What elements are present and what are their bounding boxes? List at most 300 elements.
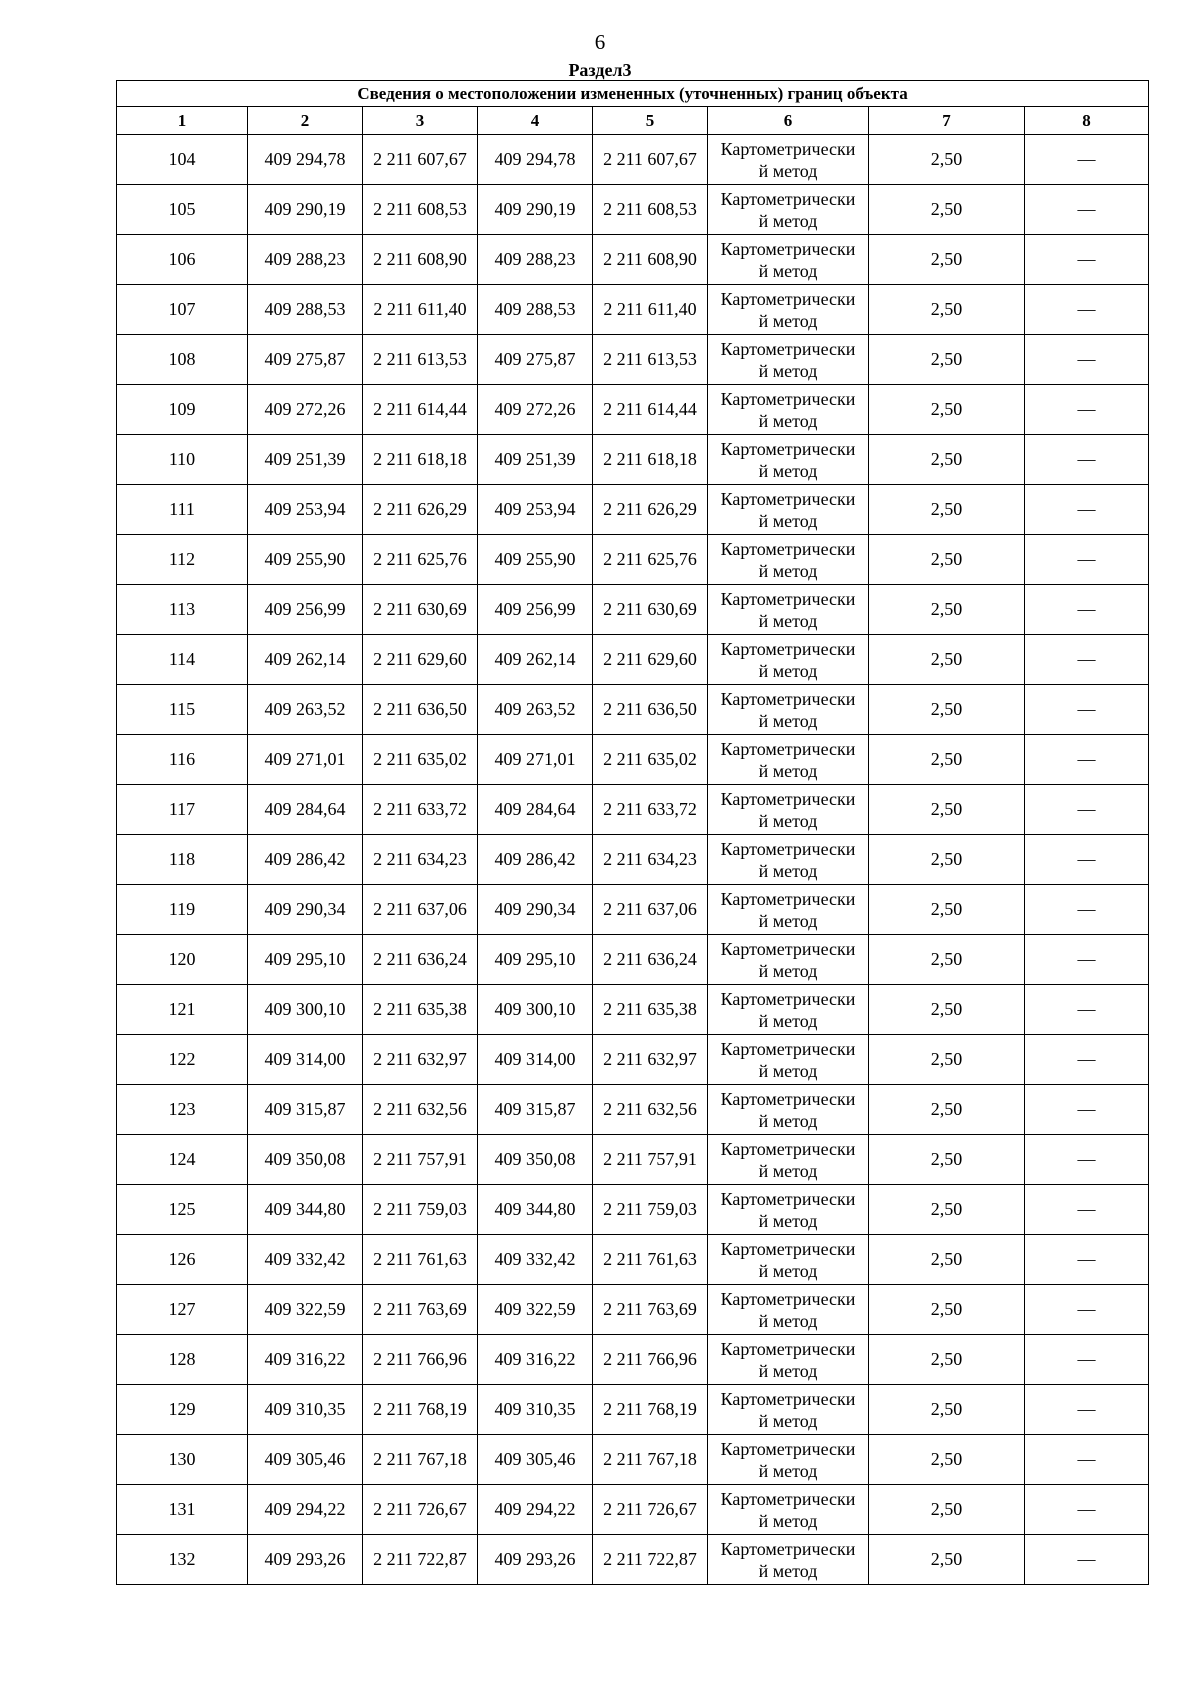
method-text: й метод <box>758 360 818 381</box>
method-cell <box>708 1085 869 1135</box>
table-row <box>117 1335 1149 1385</box>
y-old-cell: 2 211 766,96 <box>363 1335 478 1385</box>
column-header: 7 <box>869 107 1025 135</box>
method-text: й метод <box>758 160 818 181</box>
n-cell: 118 <box>117 835 248 885</box>
x-new-cell: 409 300,10 <box>478 985 593 1035</box>
precision-cell: 2,50 <box>869 935 1025 985</box>
method-text: й метод <box>758 560 818 581</box>
table-row <box>117 135 1149 185</box>
y-old-cell: 2 211 626,29 <box>363 485 478 535</box>
y-old-cell: 2 211 614,44 <box>363 385 478 435</box>
n-cell: 111 <box>117 485 248 535</box>
precision-cell: 2,50 <box>869 1085 1025 1135</box>
n-cell: 124 <box>117 1135 248 1185</box>
method-cell <box>708 285 869 335</box>
method-text: Картометрически <box>720 388 856 409</box>
x-old-cell: 409 288,23 <box>248 235 363 285</box>
column-numbers-row <box>117 107 1149 135</box>
y-new-cell: 2 211 607,67 <box>593 135 708 185</box>
precision-cell: 2,50 <box>869 285 1025 335</box>
table-row <box>117 585 1149 635</box>
method-text: Картометрически <box>720 438 856 459</box>
x-new-cell: 409 262,14 <box>478 635 593 685</box>
precision-cell: 2,50 <box>869 1235 1025 1285</box>
method-cell <box>708 1185 869 1235</box>
note-cell: — <box>1025 235 1149 285</box>
method-text: Картометрически <box>720 638 856 659</box>
method-cell <box>708 1435 869 1485</box>
method-text: Картометрически <box>720 338 856 359</box>
precision-cell: 2,50 <box>869 835 1025 885</box>
table-row <box>117 885 1149 935</box>
method-text: Картометрически <box>720 538 856 559</box>
table-row <box>117 1435 1149 1485</box>
x-new-cell: 409 253,94 <box>478 485 593 535</box>
x-new-cell: 409 288,53 <box>478 285 593 335</box>
y-old-cell: 2 211 768,19 <box>363 1385 478 1435</box>
table-row <box>117 835 1149 885</box>
x-new-cell: 409 310,35 <box>478 1385 593 1435</box>
y-new-cell: 2 211 635,38 <box>593 985 708 1035</box>
x-new-cell: 409 315,87 <box>478 1085 593 1135</box>
n-cell: 106 <box>117 235 248 285</box>
y-old-cell: 2 211 722,87 <box>363 1535 478 1585</box>
n-cell: 117 <box>117 785 248 835</box>
note-cell: — <box>1025 935 1149 985</box>
method-text: Картометрически <box>720 1138 856 1159</box>
method-text: й метод <box>758 1210 818 1231</box>
precision-cell: 2,50 <box>869 235 1025 285</box>
x-new-cell: 409 350,08 <box>478 1135 593 1185</box>
y-new-cell: 2 211 767,18 <box>593 1435 708 1485</box>
precision-cell: 2,50 <box>869 585 1025 635</box>
note-cell: — <box>1025 685 1149 735</box>
method-cell <box>708 835 869 885</box>
x-old-cell: 409 284,64 <box>248 785 363 835</box>
n-cell: 119 <box>117 885 248 935</box>
n-cell: 123 <box>117 1085 248 1135</box>
y-new-cell: 2 211 633,72 <box>593 785 708 835</box>
y-old-cell: 2 211 726,67 <box>363 1485 478 1535</box>
method-text: й метод <box>758 1360 818 1381</box>
precision-cell: 2,50 <box>869 135 1025 185</box>
precision-cell: 2,50 <box>869 1185 1025 1235</box>
method-text: й метод <box>758 1460 818 1481</box>
x-old-cell: 409 253,94 <box>248 485 363 535</box>
precision-cell: 2,50 <box>869 385 1025 435</box>
x-new-cell: 409 275,87 <box>478 335 593 385</box>
y-old-cell: 2 211 636,24 <box>363 935 478 985</box>
note-cell: — <box>1025 385 1149 435</box>
x-new-cell: 409 290,19 <box>478 185 593 235</box>
n-cell: 115 <box>117 685 248 735</box>
precision-cell: 2,50 <box>869 1285 1025 1335</box>
x-old-cell: 409 294,22 <box>248 1485 363 1535</box>
x-old-cell: 409 256,99 <box>248 585 363 635</box>
method-text: Картометрически <box>720 138 856 159</box>
x-new-cell: 409 295,10 <box>478 935 593 985</box>
method-cell <box>708 385 869 435</box>
note-cell: — <box>1025 1135 1149 1185</box>
note-cell: — <box>1025 485 1149 535</box>
column-header: 2 <box>248 107 363 135</box>
method-cell <box>708 335 869 385</box>
x-new-cell: 409 256,99 <box>478 585 593 635</box>
method-text: й метод <box>758 1560 818 1581</box>
x-old-cell: 409 293,26 <box>248 1535 363 1585</box>
x-old-cell: 409 316,22 <box>248 1335 363 1385</box>
method-text: й метод <box>758 960 818 981</box>
y-new-cell: 2 211 763,69 <box>593 1285 708 1335</box>
method-text: Картометрически <box>720 238 856 259</box>
column-header: 1 <box>117 107 248 135</box>
y-new-cell: 2 211 766,96 <box>593 1335 708 1385</box>
table-row <box>117 1485 1149 1535</box>
method-cell <box>708 1135 869 1185</box>
precision-cell: 2,50 <box>869 335 1025 385</box>
y-new-cell: 2 211 618,18 <box>593 435 708 485</box>
x-new-cell: 409 314,00 <box>478 1035 593 1085</box>
precision-cell: 2,50 <box>869 535 1025 585</box>
method-text: й метод <box>758 1260 818 1281</box>
y-new-cell: 2 211 761,63 <box>593 1235 708 1285</box>
n-cell: 107 <box>117 285 248 335</box>
y-old-cell: 2 211 635,38 <box>363 985 478 1035</box>
y-new-cell: 2 211 630,69 <box>593 585 708 635</box>
method-text: Картометрически <box>720 288 856 309</box>
column-header: 5 <box>593 107 708 135</box>
table-row <box>117 735 1149 785</box>
y-new-cell: 2 211 768,19 <box>593 1385 708 1435</box>
table-row <box>117 535 1149 585</box>
x-old-cell: 409 255,90 <box>248 535 363 585</box>
x-new-cell: 409 286,42 <box>478 835 593 885</box>
note-cell: — <box>1025 1035 1149 1085</box>
x-old-cell: 409 263,52 <box>248 685 363 735</box>
method-cell <box>708 235 869 285</box>
x-new-cell: 409 271,01 <box>478 735 593 785</box>
x-new-cell: 409 272,26 <box>478 385 593 435</box>
y-old-cell: 2 211 632,97 <box>363 1035 478 1085</box>
method-cell <box>708 585 869 635</box>
method-text: Картометрически <box>720 988 856 1009</box>
x-old-cell: 409 275,87 <box>248 335 363 385</box>
x-old-cell: 409 315,87 <box>248 1085 363 1135</box>
y-new-cell: 2 211 611,40 <box>593 285 708 335</box>
method-text: Картометрически <box>720 1088 856 1109</box>
precision-cell: 2,50 <box>869 985 1025 1035</box>
note-cell: — <box>1025 1485 1149 1535</box>
precision-cell: 2,50 <box>869 1435 1025 1485</box>
method-cell <box>708 1335 869 1385</box>
y-new-cell: 2 211 636,50 <box>593 685 708 735</box>
y-new-cell: 2 211 632,97 <box>593 1035 708 1085</box>
y-old-cell: 2 211 630,69 <box>363 585 478 635</box>
method-text: Картометрически <box>720 1438 856 1459</box>
table-row <box>117 285 1149 335</box>
x-new-cell: 409 251,39 <box>478 435 593 485</box>
y-old-cell: 2 211 633,72 <box>363 785 478 835</box>
method-text: Картометрически <box>720 488 856 509</box>
method-text: й метод <box>758 460 818 481</box>
precision-cell: 2,50 <box>869 1535 1025 1585</box>
y-old-cell: 2 211 636,50 <box>363 685 478 735</box>
y-old-cell: 2 211 608,90 <box>363 235 478 285</box>
table-row <box>117 685 1149 735</box>
n-cell: 125 <box>117 1185 248 1235</box>
method-cell <box>708 185 869 235</box>
x-new-cell: 409 290,34 <box>478 885 593 935</box>
method-cell <box>708 935 869 985</box>
precision-cell: 2,50 <box>869 1135 1025 1185</box>
table-row <box>117 1185 1149 1235</box>
y-new-cell: 2 211 757,91 <box>593 1135 708 1185</box>
method-text: й метод <box>758 710 818 731</box>
n-cell: 121 <box>117 985 248 1035</box>
table-row <box>117 785 1149 835</box>
y-old-cell: 2 211 634,23 <box>363 835 478 885</box>
precision-cell: 2,50 <box>869 635 1025 685</box>
note-cell: — <box>1025 735 1149 785</box>
y-new-cell: 2 211 636,24 <box>593 935 708 985</box>
method-cell <box>708 1535 869 1585</box>
method-text: Картометрически <box>720 888 856 909</box>
table-row <box>117 935 1149 985</box>
method-text: й метод <box>758 510 818 531</box>
table-row <box>117 385 1149 435</box>
method-text: й метод <box>758 310 818 331</box>
x-new-cell: 409 294,22 <box>478 1485 593 1535</box>
precision-cell: 2,50 <box>869 885 1025 935</box>
y-new-cell: 2 211 625,76 <box>593 535 708 585</box>
table-row <box>117 1285 1149 1335</box>
n-cell: 114 <box>117 635 248 685</box>
note-cell: — <box>1025 285 1149 335</box>
x-old-cell: 409 350,08 <box>248 1135 363 1185</box>
method-cell <box>708 785 869 835</box>
n-cell: 110 <box>117 435 248 485</box>
n-cell: 130 <box>117 1435 248 1485</box>
y-new-cell: 2 211 759,03 <box>593 1185 708 1235</box>
n-cell: 132 <box>117 1535 248 1585</box>
column-header: 8 <box>1025 107 1149 135</box>
y-new-cell: 2 211 626,29 <box>593 485 708 535</box>
table-row <box>117 1135 1149 1185</box>
x-old-cell: 409 295,10 <box>248 935 363 985</box>
method-cell <box>708 1285 869 1335</box>
n-cell: 120 <box>117 935 248 985</box>
method-text: й метод <box>758 1160 818 1181</box>
method-cell <box>708 985 869 1035</box>
method-cell <box>708 1385 869 1435</box>
method-cell <box>708 485 869 535</box>
note-cell: — <box>1025 1235 1149 1285</box>
x-old-cell: 409 344,80 <box>248 1185 363 1235</box>
n-cell: 128 <box>117 1335 248 1385</box>
method-text: й метод <box>758 1010 818 1031</box>
method-text: й метод <box>758 1310 818 1331</box>
note-cell: — <box>1025 185 1149 235</box>
note-cell: — <box>1025 1185 1149 1235</box>
y-old-cell: 2 211 629,60 <box>363 635 478 685</box>
method-text: й метод <box>758 1110 818 1131</box>
y-old-cell: 2 211 767,18 <box>363 1435 478 1485</box>
method-text: й метод <box>758 1060 818 1081</box>
n-cell: 127 <box>117 1285 248 1335</box>
note-cell: — <box>1025 1335 1149 1385</box>
method-text: й метод <box>758 660 818 681</box>
method-cell <box>708 135 869 185</box>
method-cell <box>708 1235 869 1285</box>
method-text: й метод <box>758 910 818 931</box>
note-cell: — <box>1025 335 1149 385</box>
y-old-cell: 2 211 632,56 <box>363 1085 478 1135</box>
x-new-cell: 409 288,23 <box>478 235 593 285</box>
x-old-cell: 409 305,46 <box>248 1435 363 1485</box>
x-old-cell: 409 310,35 <box>248 1385 363 1435</box>
method-text: Картометрически <box>720 588 856 609</box>
y-old-cell: 2 211 608,53 <box>363 185 478 235</box>
y-old-cell: 2 211 761,63 <box>363 1235 478 1285</box>
x-new-cell: 409 263,52 <box>478 685 593 735</box>
table-row <box>117 635 1149 685</box>
table-row <box>117 185 1149 235</box>
x-old-cell: 409 251,39 <box>248 435 363 485</box>
method-text: Картометрически <box>720 738 856 759</box>
note-cell: — <box>1025 1385 1149 1435</box>
note-cell: — <box>1025 1285 1149 1335</box>
precision-cell: 2,50 <box>869 185 1025 235</box>
n-cell: 105 <box>117 185 248 235</box>
x-new-cell: 409 284,64 <box>478 785 593 835</box>
x-old-cell: 409 271,01 <box>248 735 363 785</box>
table-row <box>117 1535 1149 1585</box>
y-old-cell: 2 211 611,40 <box>363 285 478 335</box>
method-cell <box>708 685 869 735</box>
x-old-cell: 409 272,26 <box>248 385 363 435</box>
note-cell: — <box>1025 785 1149 835</box>
table-caption: Сведения о местоположении измененных (уточненных) границ объекта <box>117 81 1149 107</box>
method-text: Картометрически <box>720 188 856 209</box>
x-new-cell: 409 293,26 <box>478 1535 593 1585</box>
method-cell <box>708 435 869 485</box>
n-cell: 104 <box>117 135 248 185</box>
note-cell: — <box>1025 585 1149 635</box>
method-text: й метод <box>758 760 818 781</box>
y-new-cell: 2 211 614,44 <box>593 385 708 435</box>
y-old-cell: 2 211 637,06 <box>363 885 478 935</box>
n-cell: 109 <box>117 385 248 435</box>
method-cell <box>708 1485 869 1535</box>
table-row <box>117 985 1149 1035</box>
method-text: й метод <box>758 410 818 431</box>
y-new-cell: 2 211 632,56 <box>593 1085 708 1135</box>
method-text: Картометрически <box>720 1038 856 1059</box>
x-new-cell: 409 316,22 <box>478 1335 593 1385</box>
method-text: Картометрически <box>720 1538 856 1559</box>
note-cell: — <box>1025 135 1149 185</box>
table-row <box>117 235 1149 285</box>
x-new-cell: 409 294,78 <box>478 135 593 185</box>
n-cell: 113 <box>117 585 248 635</box>
y-new-cell: 2 211 635,02 <box>593 735 708 785</box>
x-old-cell: 409 290,34 <box>248 885 363 935</box>
table-row <box>117 485 1149 535</box>
precision-cell: 2,50 <box>869 785 1025 835</box>
method-cell <box>708 735 869 785</box>
note-cell: — <box>1025 1535 1149 1585</box>
method-text: Картометрически <box>720 938 856 959</box>
method-text: Картометрически <box>720 1188 856 1209</box>
note-cell: — <box>1025 1435 1149 1485</box>
x-new-cell: 409 344,80 <box>478 1185 593 1235</box>
x-old-cell: 409 262,14 <box>248 635 363 685</box>
section-title: Раздел3 <box>568 60 632 80</box>
method-cell <box>708 535 869 585</box>
note-cell: — <box>1025 885 1149 935</box>
n-cell: 129 <box>117 1385 248 1435</box>
note-cell: — <box>1025 635 1149 685</box>
method-text: й метод <box>758 860 818 881</box>
x-old-cell: 409 322,59 <box>248 1285 363 1335</box>
table-caption-row <box>117 81 1149 107</box>
x-new-cell: 409 332,42 <box>478 1235 593 1285</box>
x-new-cell: 409 255,90 <box>478 535 593 585</box>
precision-cell: 2,50 <box>869 1335 1025 1385</box>
column-header: 4 <box>478 107 593 135</box>
note-cell: — <box>1025 435 1149 485</box>
y-new-cell: 2 211 608,53 <box>593 185 708 235</box>
n-cell: 131 <box>117 1485 248 1535</box>
precision-cell: 2,50 <box>869 1485 1025 1535</box>
n-cell: 122 <box>117 1035 248 1085</box>
y-new-cell: 2 211 608,90 <box>593 235 708 285</box>
x-old-cell: 409 314,00 <box>248 1035 363 1085</box>
table-row <box>117 1385 1149 1435</box>
y-old-cell: 2 211 625,76 <box>363 535 478 585</box>
column-header: 6 <box>708 107 869 135</box>
y-old-cell: 2 211 763,69 <box>363 1285 478 1335</box>
note-cell: — <box>1025 985 1149 1035</box>
method-cell <box>708 1035 869 1085</box>
page-number: 6 <box>594 30 606 54</box>
coordinates-table <box>116 80 1149 1585</box>
method-text: Картометрически <box>720 688 856 709</box>
n-cell: 126 <box>117 1235 248 1285</box>
method-cell <box>708 885 869 935</box>
precision-cell: 2,50 <box>869 485 1025 535</box>
table-row <box>117 1085 1149 1135</box>
x-new-cell: 409 322,59 <box>478 1285 593 1335</box>
method-text: Картометрически <box>720 1388 856 1409</box>
y-old-cell: 2 211 757,91 <box>363 1135 478 1185</box>
method-text: Картометрически <box>720 1238 856 1259</box>
table-row <box>117 435 1149 485</box>
x-old-cell: 409 294,78 <box>248 135 363 185</box>
y-old-cell: 2 211 635,02 <box>363 735 478 785</box>
precision-cell: 2,50 <box>869 1035 1025 1085</box>
column-header: 3 <box>363 107 478 135</box>
method-cell <box>708 635 869 685</box>
note-cell: — <box>1025 835 1149 885</box>
y-old-cell: 2 211 613,53 <box>363 335 478 385</box>
x-old-cell: 409 332,42 <box>248 1235 363 1285</box>
n-cell: 116 <box>117 735 248 785</box>
precision-cell: 2,50 <box>869 1385 1025 1435</box>
precision-cell: 2,50 <box>869 435 1025 485</box>
x-old-cell: 409 286,42 <box>248 835 363 885</box>
